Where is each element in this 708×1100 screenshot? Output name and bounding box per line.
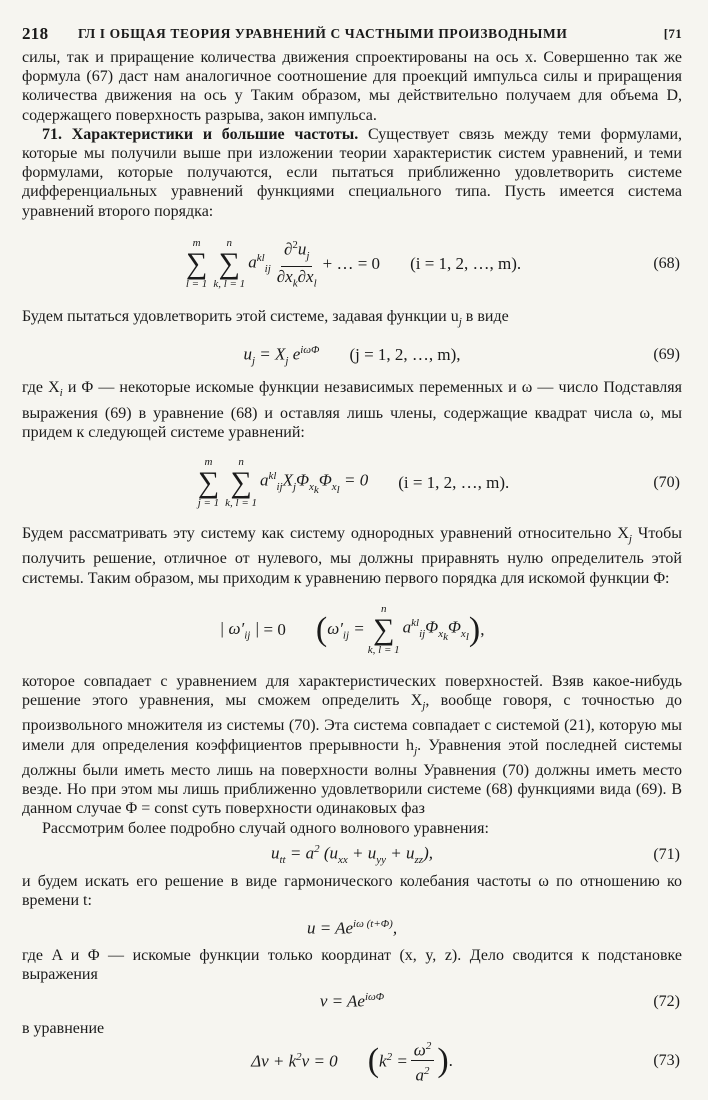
paragraph-6: которое совпадает с уравнением для характеристических поверхностей. Взяв какое-нибудь решение этого уравнения, мы сможем определить $X_j$, вообще говоря, с точностью до произвольного множителя из системы (70). Эта система совпадает с системой (21), которую мы имели для определения коэффициентов прерывности $h_j$. Уравнения этой последней системы должны были иметь место лишь на поверхности волны Уравнения (70) должны иметь место везде. Но при этом мы лишь приближенно удовлетворили системе (68) функциями вида (69). В данном случае Φ = const суть поверхности одинаковых фаз <box>22 672 682 818</box>
determinant-comma: , <box>480 619 485 639</box>
equation-73: $\Delta v + k^2v = 0$ ( $k^2$ = $\frac{\omega^2}{a^2}$ ) . (73) <box>22 1038 682 1084</box>
paragraph-9: где A и Φ — искомые функции только координат (x, y, z). Дело сводится к подстановке выражения <box>22 947 682 984</box>
equation-69: $u_j = X_j$ $e^{i\omega\Phi}$ (j = 1, 2, …, m), (69) <box>243 343 680 367</box>
equation-70-condition: (i = 1, 2, …, m). <box>398 473 510 493</box>
equation-71-number: (71) <box>653 845 680 863</box>
running-title: ГЛ I ОБЩАЯ ТЕОРИЯ УРАВНЕНИЙ С ЧАСТНЫМИ ПРОИЗВОДНЫМИ <box>78 26 568 41</box>
paragraph-8: и будем искать его решение в виде гармонического колебания частоты ω по отношению ко времени t: <box>22 872 682 910</box>
paragraph-10: в уравнение <box>22 1019 105 1037</box>
paragraph-4: где $X_i$ и Φ — некоторые искомые функции независимых переменных и ω — число Подставляя выражения (69) в уравнение (68) и оставляя лишь члены, содержащие квадрат числа ω, мы придем к следующей системе уравнений: <box>22 379 683 441</box>
equation-68: m ∑ l = 1 n ∑ k, l = 1 $a^{kl}_{ij}$ $\frac{\partial^2u_j}{\partial x_k\partial x_l}$ + … = 0 (i = 1, 2, …, m). (68) <box>22 221 682 307</box>
paragraph-3: Будем пытаться удовлетворить этой системе, задавая функции $u_j$ в виде <box>22 307 509 329</box>
paragraph-7: Рассмотрим более подробно случай одного волнового уравнения: <box>42 819 489 837</box>
paragraph-5: Будем рассматривать эту систему как систему однородных уравнений относительно $X_j$ Чтобы получить решение, отличное от нулевого, мы должны приравнять нулю определитель этой системы. Таким образом, мы приходим к уравнению первого порядка для искомой функции Φ: <box>22 525 683 587</box>
section-marker: [71 <box>663 26 682 41</box>
equation-72-number: (72) <box>653 992 680 1010</box>
equation-70-number: (70) <box>653 474 680 492</box>
equation-68-condition: (i = 1, 2, …, m). <box>410 253 522 273</box>
equation-73-number: (73) <box>653 1051 680 1069</box>
equation-68-number: (68) <box>653 254 680 272</box>
equation-69-condition: (j = 1, 2, …, m), <box>349 345 461 365</box>
page-number: 218 <box>22 24 49 43</box>
equation-determinant: | $\omega'_{ij}$ | = 0 ( $\omega'_{ij}$ = n ∑ k, l = 1 $a^{kl}_{ij}\Phi_{x_k}\Phi_{x_l}$ ) , <box>219 602 485 656</box>
paragraph-2-text: Существует связь между теми формулами, которые мы получили выше при изложении теории характеристик систем уравнений, и теми формулами, которые получаются, если пытаться приближенно удовлетворить системе дифференциальных уравнений функциями специального типа. Пусть имеется система уравнений второго порядка: <box>22 125 683 220</box>
section-title: 71. Характеристики и большие частоты. <box>42 125 359 143</box>
page <box>22 14 682 1084</box>
running-header <box>22 14 682 48</box>
equation-69-number: (69) <box>653 346 680 364</box>
equation-68-rest: + … = 0 <box>322 253 381 273</box>
equation-72: $v = Ae^{i\omega\Phi}$ (72) <box>319 991 680 1011</box>
paragraph-2 <box>22 125 682 221</box>
equation-71: $u_{tt} = a^2$ $(u_{xx} + u_{yy} + u_{zz})$, (71) <box>270 843 680 867</box>
paragraph-1: силы, так и приращение количества движения спроектированы на ось x. Совершенно так же формула (67) даст нам аналогичное соотношение для проекций импульса силы и приращения количества движения на ось y Таким образом, мы действительно получаем для объема D, содержащего поверхность разрыва, закон импульса. <box>22 49 682 124</box>
equation-harmonic: $u = Ae^{i\omega (t+\Phi)}$, <box>306 917 398 938</box>
equation-70: m ∑ j = 1 n ∑ k, l = 1 $a^{kl}_{ij}X_j\Phi_{x_k}\Phi_{x_l} = 0$ (i = 1, 2, …, m). (70) <box>197 456 680 510</box>
